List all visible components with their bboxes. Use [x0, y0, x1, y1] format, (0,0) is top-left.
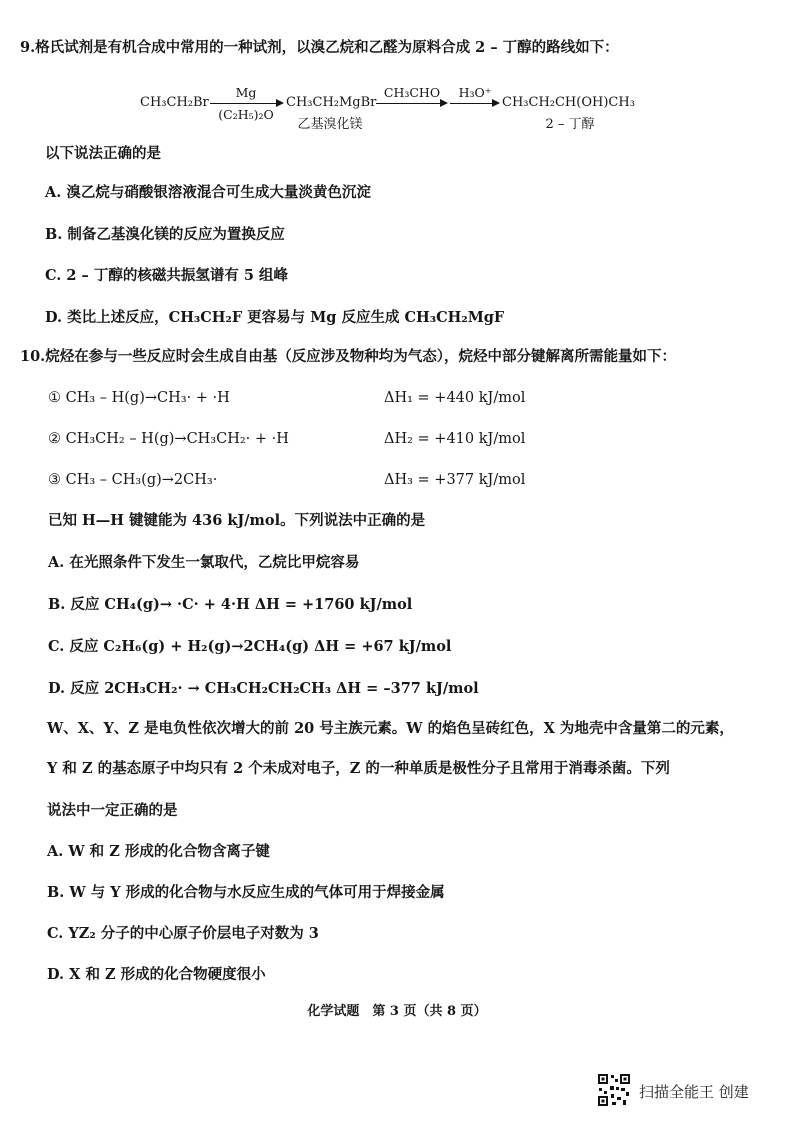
q9-intermediate: CH₃CH₂MgBr — [286, 95, 377, 110]
q9-product: CH₃CH₂CH(OH)CH₃ — [502, 95, 635, 110]
q11-option-c: C. YZ₂ 分子的中心原子价层电子对数为 3 — [47, 925, 319, 942]
q10-known: 已知 H—H 键键能为 436 kJ/mol。下列说法中正确的是 — [48, 512, 426, 529]
q9-arrow-2-head — [440, 99, 448, 107]
q9-option-d: D. 类比上述反应，CH₃CH₂F 更容易与 Mg 反应生成 CH₃CH₂MgF — [45, 309, 505, 326]
q11-option-b: B. W 与 Y 形成的化合物与水反应生成的气体可用于焊接金属 — [47, 884, 445, 901]
q10-option-b: B. 反应 CH₄(g)→ ·C· + 4·H ΔH = +1760 kJ/mol — [48, 596, 413, 613]
q10-reaction-3-eq: ③ CH₃ – CH₃(g)→2CH₃· — [48, 472, 218, 488]
q10-option-d: D. 反应 2CH₃CH₂· → CH₃CH₂CH₂CH₃ ΔH = –377 kJ/mol — [48, 680, 479, 697]
q9-stem: 9.格氏试剂是有机合成中常用的一种试剂，以溴乙烷和乙醛为原料合成 2 – 丁醇的路线如下： — [20, 39, 619, 56]
q10-reaction-3-dh: ΔH₃ = +377 kJ/mol — [384, 472, 526, 488]
q10-reaction-2-eq: ② CH₃CH₂ – H(g)→CH₃CH₂· + ·H — [48, 431, 289, 447]
q9-arrow-2 — [376, 103, 440, 104]
qr-code-icon — [597, 1073, 631, 1107]
q10-option-a: A. 在光照条件下发生一氯取代，乙烷比甲烷容易 — [48, 554, 360, 571]
q10-reaction-1-dh: ΔH₁ = +440 kJ/mol — [384, 390, 526, 406]
q11-stem-line-1: W、X、Y、Z 是电负性依次增大的前 20 号主族元素。W 的焰色呈砖红色，X 为地壳中含量第二的元素， — [47, 720, 734, 737]
q11-option-a: A. W 和 Z 形成的化合物含离子键 — [47, 843, 270, 860]
q9-arrow-1-head — [276, 99, 284, 107]
q10-reaction-1-eq: ① CH₃ – H(g)→CH₃· + ·H — [48, 390, 230, 406]
q9-option-c: C. 2 – 丁醇的核磁共振氢谱有 5 组峰 — [45, 267, 289, 284]
watermark-text: 扫描全能王 创建 — [639, 1083, 749, 1101]
q9-prompt: 以下说法正确的是 — [45, 145, 161, 162]
q10-option-c: C. 反应 C₂H₆(g) + H₂(g)→2CH₄(g) ΔH = +67 kJ/mol — [48, 638, 452, 655]
q11-stem-line-3: 说法中一定正确的是 — [47, 802, 178, 819]
q9-product-name: 2 – 丁醇 — [545, 117, 595, 132]
q9-option-a: A. 溴乙烷与硝酸银溶液混合可生成大量淡黄色沉淀 — [45, 184, 371, 201]
q10-reaction-1 — [48, 389, 794, 407]
q9-intermediate-name: 乙基溴化镁 — [297, 117, 363, 132]
q9-arrow-1 — [210, 103, 276, 104]
q9-arrow-3-head — [492, 99, 500, 107]
page-footer: 化学试题 第 3 页（共 8 页） — [307, 1004, 487, 1019]
q9-reagent1-bottom: (C₂H₅)₂O — [218, 107, 274, 122]
q10-reaction-3 — [48, 471, 794, 489]
q11-stem-line-2: Y 和 Z 的基态原子中均只有 2 个未成对电子，Z 的一种单质是极性分子且常用于消毒杀菌。下列 — [47, 760, 670, 777]
q9-option-b: B. 制备乙基溴化镁的反应为置换反应 — [45, 226, 285, 243]
q11-option-d: D. X 和 Z 形成的化合物硬度很小 — [47, 966, 266, 983]
q9-arrow-3 — [450, 103, 492, 104]
q9-reagent2-top: CH₃CHO — [383, 85, 441, 100]
q10-stem: 10.烷烃在参与一些反应时会生成自由基（反应涉及物种均为气态），烷烃中部分键解离所需能量如下： — [20, 348, 676, 365]
q10-reaction-2-dh: ΔH₂ = +410 kJ/mol — [384, 431, 526, 447]
q9-reagent3-top: H₃O⁺ — [458, 85, 492, 100]
q9-reactant: CH₃CH₂Br — [140, 95, 209, 110]
q10-reaction-2 — [48, 430, 794, 448]
q9-reagent1-top: Mg — [235, 85, 257, 100]
